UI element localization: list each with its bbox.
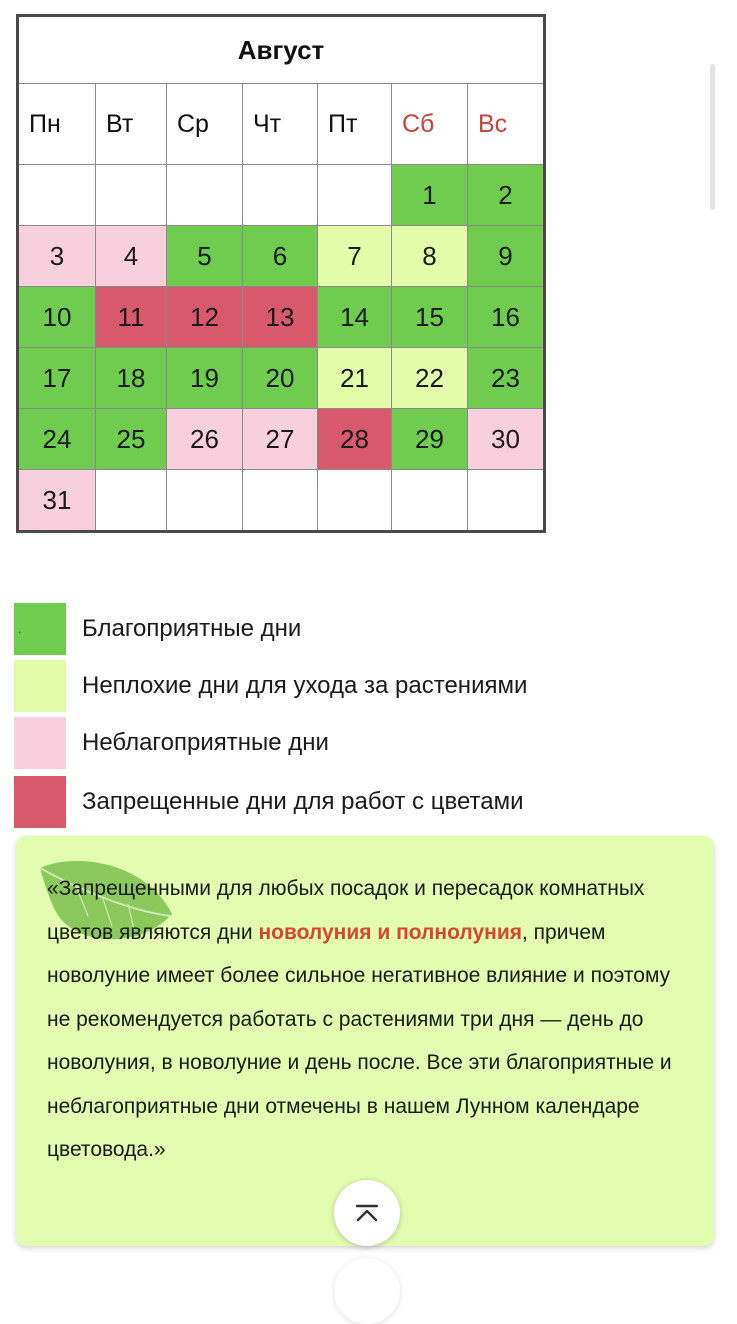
day-cell[interactable]: 1 [392,165,468,226]
legend-swatch [14,776,66,828]
day-cell[interactable]: 26 [167,409,243,470]
day-cell[interactable]: 13 [243,287,318,348]
weekday-label: Ср [167,84,243,165]
day-cell[interactable]: 24 [18,409,96,470]
empty-day-cell [167,470,243,532]
day-cell[interactable]: 14 [318,287,392,348]
empty-day-cell [96,470,167,532]
scroll-to-top-button[interactable] [334,1180,400,1246]
weekday-label: Пт [318,84,392,165]
legend-label: Неблагоприятные дни [82,729,329,756]
legend-label: Неплохие дни для ухода за растениями [82,672,528,699]
day-cell[interactable]: 2 [468,165,545,226]
day-cell[interactable]: 27 [243,409,318,470]
day-cell[interactable]: 29 [392,409,468,470]
day-cell[interactable]: 15 [392,287,468,348]
week-row [18,470,545,532]
empty-day-cell [18,165,96,226]
week-row [18,348,545,409]
day-cell[interactable]: 19 [167,348,243,409]
month-title: Август [18,16,545,84]
legend-label: Благоприятные дни [82,615,302,642]
day-cell[interactable]: 30 [468,409,545,470]
note-highlight: новолуния и полнолуния [258,920,522,944]
legend-swatch [14,717,66,769]
weekday-label: Вт [96,84,167,165]
weekday-header-row [18,84,545,165]
empty-day-cell [167,165,243,226]
day-cell[interactable]: 12 [167,287,243,348]
legend-label: Запрещенные дни для работ с цветами [82,788,524,815]
scroll-button-shadow [334,1258,400,1324]
weekday-label: Чт [243,84,318,165]
page-scrollbar[interactable] [710,64,715,210]
day-cell[interactable]: 11 [96,287,167,348]
week-row [18,165,545,226]
day-cell[interactable]: 23 [468,348,545,409]
week-row [18,226,545,287]
day-cell[interactable]: 5 [167,226,243,287]
day-cell[interactable]: 3 [18,226,96,287]
empty-day-cell [392,470,468,532]
day-cell[interactable]: 25 [96,409,167,470]
day-cell[interactable]: 16 [468,287,545,348]
week-row [18,409,545,470]
note-text-part: , причем новолуние имеет более сильное негативное влияние и поэтому не рекомендуется работать с растениями три дня — день до новолуния, в новолуние и день после. Все эти благоприятные и неблагоприятные дни отмечены в нашем Лунном календаре цветовода.» [47,920,672,1161]
day-cell[interactable]: 17 [18,348,96,409]
day-cell[interactable]: 10 [18,287,96,348]
empty-day-cell [96,165,167,226]
empty-day-cell [243,165,318,226]
note-text-part: «Запрещенными для любых посадок и пересадок комнатных цветов являются дни [47,877,645,944]
empty-day-cell [318,165,392,226]
day-cell[interactable]: 31 [18,470,96,532]
day-cell[interactable]: 22 [392,348,468,409]
empty-day-cell [243,470,318,532]
chevron-up-bar-icon [355,1204,379,1222]
day-cell[interactable]: 21 [318,348,392,409]
note-text [47,867,687,1172]
weekday-label: Сб [392,84,468,165]
empty-day-cell [318,470,392,532]
weekday-label: Пн [18,84,96,165]
day-cell[interactable]: 8 [392,226,468,287]
legend-swatch [14,660,66,712]
empty-day-cell [468,470,545,532]
day-cell[interactable]: 7 [318,226,392,287]
day-cell[interactable]: 9 [468,226,545,287]
legend-swatch: . [14,603,66,655]
day-cell[interactable]: 18 [96,348,167,409]
day-cell[interactable]: 28 [318,409,392,470]
week-row [18,287,545,348]
day-cell[interactable]: 6 [243,226,318,287]
day-cell[interactable]: 4 [96,226,167,287]
day-cell[interactable]: 20 [243,348,318,409]
lunar-calendar [16,14,546,533]
weekday-label: Вс [468,84,545,165]
